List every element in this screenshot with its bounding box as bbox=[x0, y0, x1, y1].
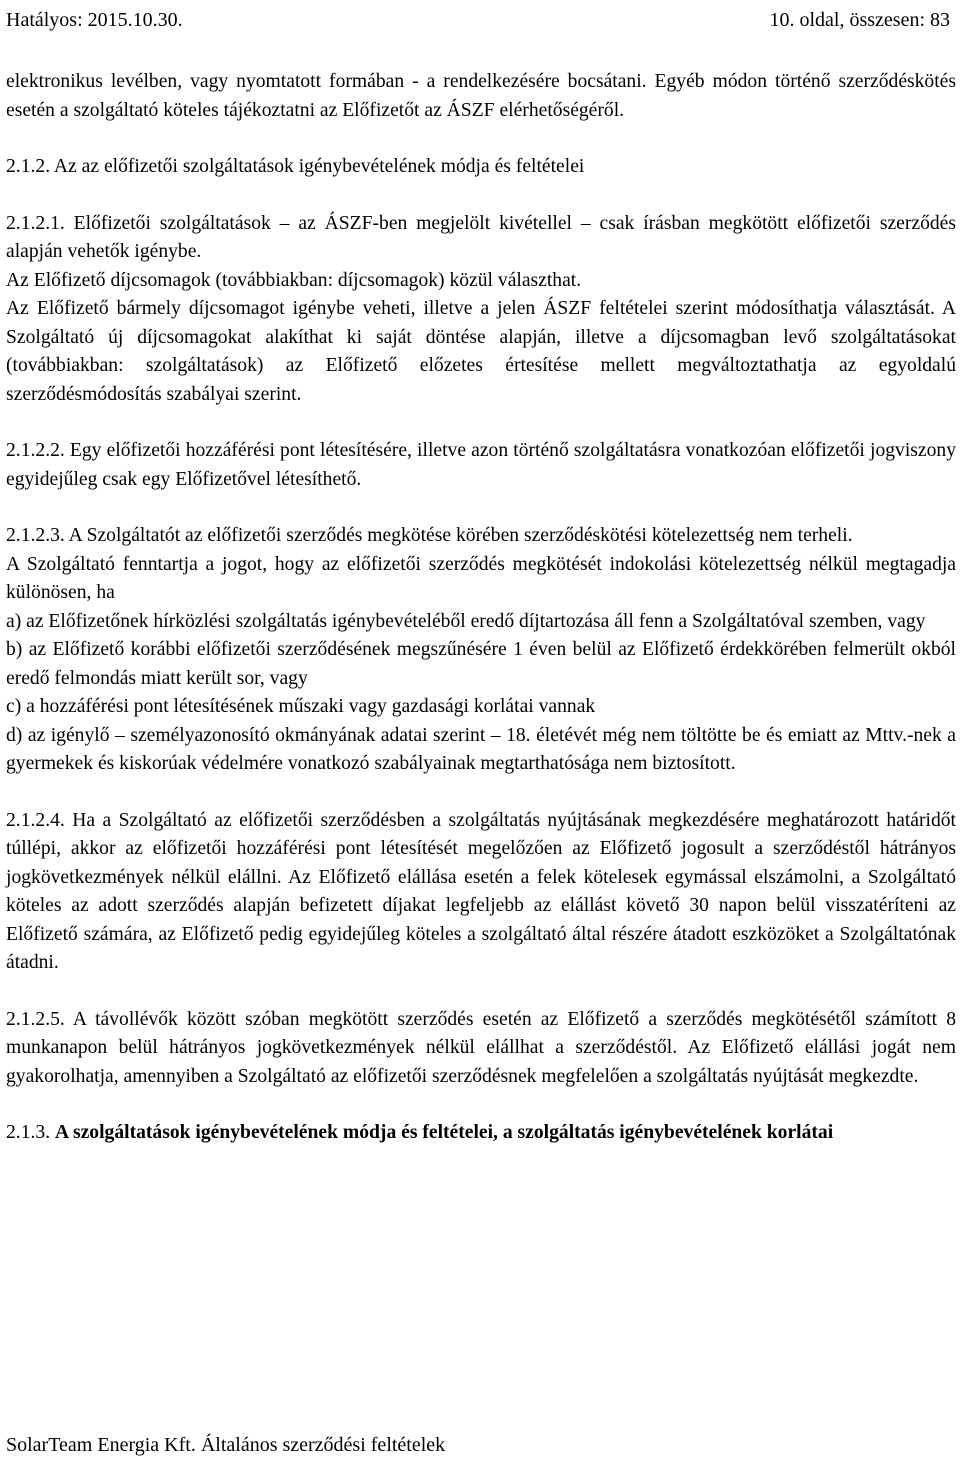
section-2-1-2-1: 2.1.2.1. Előfizetői szolgáltatások – az ÁSZF-ben megjelölt kivétellel – csak írásban megkötött előfizetői szerződés alapján vehetők igénybe. bbox=[6, 212, 956, 262]
paragraph-intro: elektronikus levélben, vagy nyomtatott formában - a rendelkezésére bocsátani. Egyéb módon történő szerződéskötés esetén a szolgáltató köteles tájékoztatni az Előfizetőt az ÁSZF elérhetőségéről. bbox=[6, 71, 956, 121]
section-heading-2-1-3 bbox=[6, 1119, 956, 1148]
list-item-c: c) a hozzáférési pont létesítésének műszaki vagy gazdasági korlátai vannak bbox=[6, 696, 596, 717]
document-body bbox=[6, 68, 956, 1148]
list-item-a: a) az Előfizetőnek hírközlési szolgáltatás igénybevételéből eredő díjtartozása áll fenn a Szolgáltatóval szemben, vagy bbox=[6, 610, 926, 632]
page-footer: SolarTeam Energia Kft. Általános szerződési feltételek bbox=[6, 1434, 446, 1456]
section-2-1-2-2: 2.1.2.2. Egy előfizetői hozzáférési pont létesítésére, illetve azon történő szolgáltatásra vonatkozóan előfizetői jogviszony egyidejűleg csak egy Előfizetővel létesíthető. bbox=[6, 440, 956, 490]
page-header bbox=[6, 6, 954, 34]
list-item-d: d) az igénylő – személyazonosító okmányának adatai szerint – 18. életévét még nem töltötte be és emiatt az Mttv.-nek a gyermekek és kiskorúak védelmére vonatkozó szabályainak megtarthatósága nem biztosított. bbox=[6, 724, 956, 774]
effective-date: Hatályos: 2015.10.30. bbox=[6, 9, 183, 31]
paragraph-package-modification: Az Előfizető bármely díjcsomagot igénybe veheti, illetve a jelen ÁSZF feltételei szerint módosíthatja választását. A Szolgáltató új díjcsomagokat alakíthat ki saját döntése alapján, illetve a díjcsomagban levő szolgáltatásokat (továbbiakban: szolgáltatások) az Előfizető előzetes értesítése mellett megváltoztathatja az egyoldalú szerződésmódosítás szabályai szerint. bbox=[6, 298, 956, 405]
section-number: 2.1.3. bbox=[6, 1122, 51, 1143]
section-2-1-2-4: 2.1.2.4. Ha a Szolgáltató az előfizetői szerződésben a szolgáltatás nyújtásának megkezdésére meghatározott határidőt túllépi, akkor az előfizetői hozzáférési pont létesítését megelőzően az Előfizető jogosult a szerződéstől hátrányos jogkövetkezmények nélkül elállni. Az Előfizető elállása esetén a felek kötelesek egymással elszámolni, a Szolgáltató köteles az adott szerződés alapján befizetett díjakat legfeljebb az elállást követő 30 napon belül visszatéríteni az Előfizető számára, az Előfizető pedig egyidejűleg köteles a szolgáltató által részére átadott eszközöket a Szolgáltatónak átadni. bbox=[6, 809, 956, 973]
section-2-1-2-5: 2.1.2.5. A távollévők között szóban megkötött szerződés esetén az Előfizető a szerződés megkötésétől számított 8 munkanapon belül hátrányos jogkövetkezmények nélkül elállhat a szerződéstől. Az Előfizető elállási jogát nem gyakorolhatja, amennyiben a Szolgáltató az előfizetői szerződésnek megfelelően a szolgáltatás nyújtását megkezdte. bbox=[6, 1008, 956, 1087]
section-2-1-2-3: 2.1.2.3. A Szolgáltatót az előfizetői szerződés megkötése körében szerződéskötési kötelezettség nem terheli. bbox=[6, 525, 853, 546]
list-item-b: b) az Előfizető korábbi előfizetői szerződésének megszűnésére 1 éven belül az Előfizető érdekkörében felmerült okból eredő felmondás miatt került sor, vagy bbox=[6, 639, 956, 689]
section-heading-2-1-2: 2.1.2. Az az előfizetői szolgáltatások igénybevételének módja és feltételei bbox=[6, 156, 585, 177]
paragraph-package-choice: Az Előfizető díjcsomagok (továbbiakban: díjcsomagok) közül választhat. bbox=[6, 269, 582, 291]
section-title: A szolgáltatások igénybevételének módja és feltételei, a szolgáltatás igénybevételének korlátai bbox=[55, 1122, 834, 1143]
page-number: 10. oldal, összesen: 83 bbox=[769, 9, 950, 31]
paragraph-refusal-right: A Szolgáltató fenntartja a jogot, hogy az előfizetői szerződés megkötését indokolási kötelezettség nélkül megtagadja különösen, ha bbox=[6, 553, 956, 603]
